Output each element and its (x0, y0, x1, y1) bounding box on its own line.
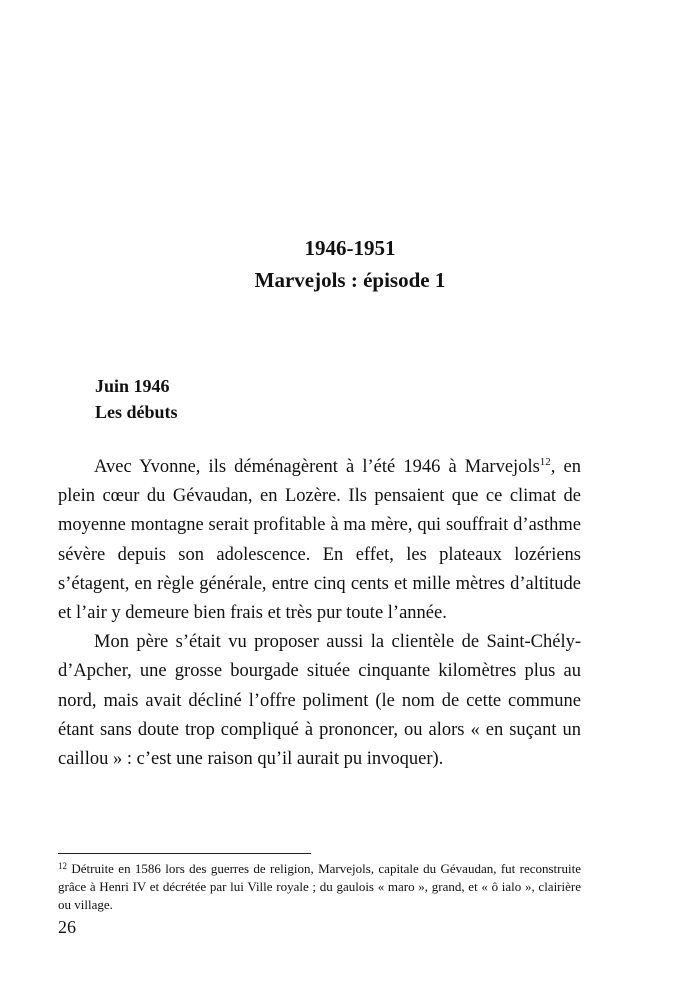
body-text (58, 453, 581, 774)
paragraph-1-start: Avec Yvonne, ils déménagèrent à l’été 1946 à Marvejols (94, 457, 540, 477)
paragraph-2: Mon père s’était vu proposer aussi la clientèle de Saint-Chély-d’Apcher, une grosse bourgade située cinquante kilomètres plus au nord, mais avait décliné l’offre poliment (le nom de cette commune étant sans doute trop compliqué à prononcer, ou alors « en suçant un caillou » : c’est une raison qu’il aurait pu invoquer). (58, 632, 581, 770)
paragraph-1-rest: , en plein cœur du Gévaudan, en Lozère. Ils pensaient que ce climat de moyenne montagne serait profitable à ma mère, qui souffrait d’asthme sévère depuis son adolescence. En effet, les plateaux lozériens s’étagent, en règle générale, entre cinq cents et mille mètres d’altitude et l’air y demeure bien frais et très pur toute l’année. (58, 457, 582, 624)
footnote-divider (58, 853, 311, 854)
footnote-text: Détruite en 1586 lors des guerres de religion, Marvejols, capitale du Gévaudan, fut reconstruite grâce à Henri IV et décrétée par lui Ville royale ; du gaulois « maro », grand, et « ô ialo », clairière ou village. (58, 861, 581, 912)
footnote-reference[interactable]: 12 (539, 456, 551, 468)
page-number: 26 (58, 917, 76, 937)
chapter-years: 1946-1951 (304, 236, 396, 260)
section-title: Les débuts (95, 402, 178, 422)
footnote (58, 860, 581, 914)
chapter-title: Marvejols : épisode 1 (254, 268, 446, 292)
section-date: Juin 1946 (95, 376, 170, 396)
footnote-number: 12 (58, 861, 67, 871)
paragraph-1 (58, 453, 581, 628)
